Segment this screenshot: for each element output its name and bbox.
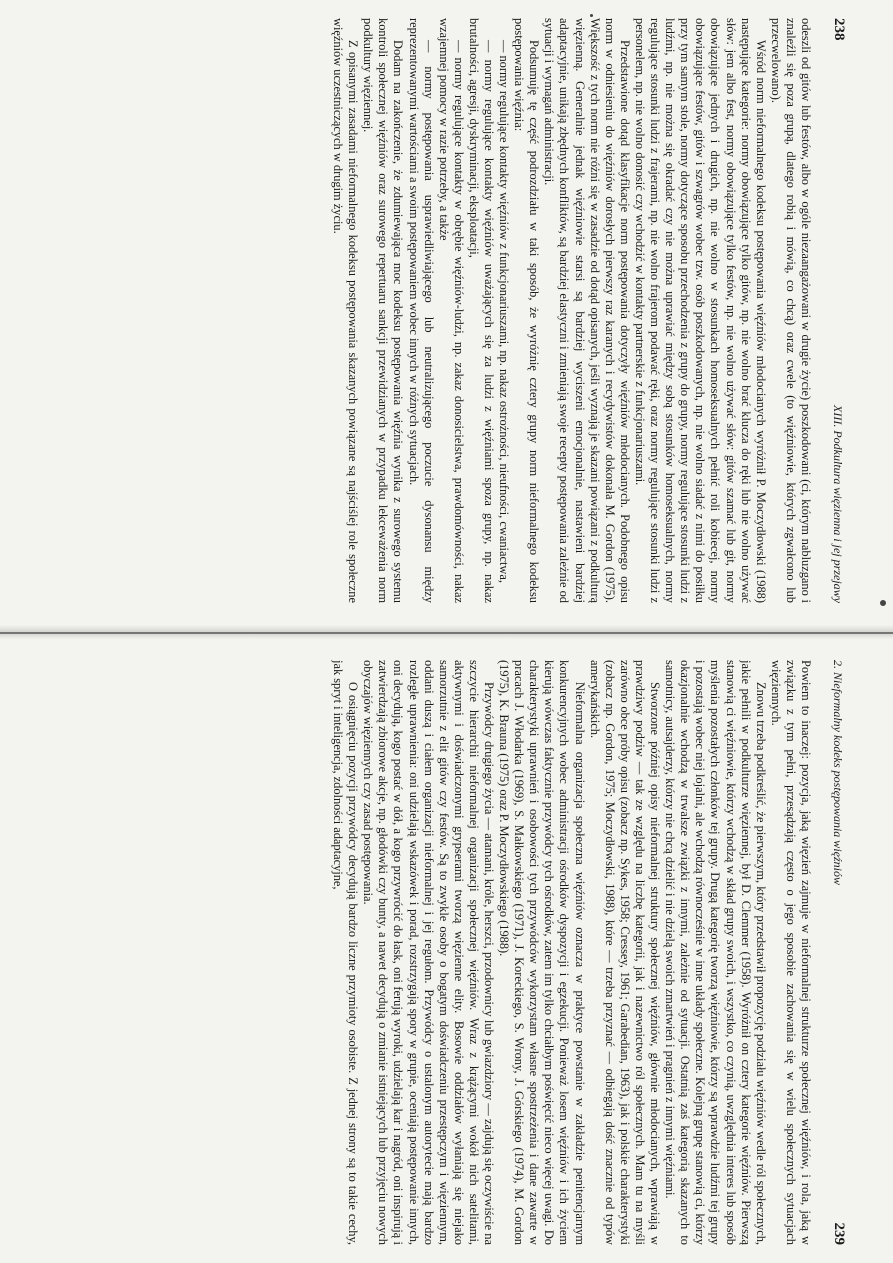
right-page-header	[825, 660, 845, 1245]
left-page-header	[825, 18, 845, 603]
left-running-head: XIII. Podkultura więzienna i jej przejawy	[831, 405, 845, 603]
left-page-body	[330, 18, 813, 603]
paragraph: Znowu trzeba podkreślić, że pierwszym, który przedstawił propozycję podziału więźniów wedle ról społecznych, jakie pełnili w podkulturze więziennej, był D. Clemmer (1958). Wyróżnił on cztery kategorie więźniów. Pierwszą stanowią ci więźniowie, którzy wchodzą w skład grupy swoich, i wszystko, co czynią, uwzględnia interes lub sposób myślenia pozostałych członków tej grupy. Drugą kategorię tworzą więźniowie, którzy są wprawdzie ludźmi tej grupy i pozostają wobec niej lojalni, ale wchodzą równocześnie w inne układy społeczne. Kolejną grupę stanowią ci, którzy okazjonalnie wchodzą w trwalsze związki z innymi, zależnie od sytuacji. Ostatnią zaś kategorią skazanych to samotnicy, autsajderzy, którzy nie chcą dzielić i nie dzielą swoich zmartwień i pragnień z innymi więźniami.	[663, 660, 768, 1245]
paragraph: Wśród norm nieformalnego kodeksu postępowania więźniów młodocianych wyróżnił P. Moczydłowski (1988) następujące kategorie: normy obowiązujące tylko gitów, np. nie wolno brać klucza do ręki lub nie wolno używać słów: jem albo fest, normy obowiązujące tylko festów, np. nie wolno używać słów: gitów szamać lub git, normy obowiązujące jednych i drugich, np. nie wolno w stosunkach homoseksualnych pełnić roli kobiecej, normy obowiązujące festów, gitów i szwagrów wobec tzw. osób poszkodowanych, np. nie wolno siadać z nimi do posiłku przy tym samym stole, normy dotyczące sposobu przechodzenia z grupy do grupy, normy regulujące stosunki ludzi z ludźmi, np. nie można się okradać czy nie można uprawiać między sobą stosunków homoseksualnych, normy regulujące stosunki ludzi z frajerami, np. nie wolno frajerom podawać ręki, oraz normy regulujące stosunki ludzi z personelem, np. nie wolno donosić czy wchodzić w kontakty partnerskie z funkcjonariuszami.	[632, 18, 768, 603]
paragraph: odeszli od gitów lub festów, albo w ogóle niezaangażowani w drugie życie) poszkodowani (ci, którym nabluzgano i znaleźli się poza grupą, dlatego robią i mówią, co chcą) oraz cwele (to więźniowie, których zgwałcono lub przecwelowano).	[768, 18, 813, 603]
gutter-line	[0, 632, 893, 634]
scan-speck	[590, 14, 593, 17]
paragraph: Stworzone później opisy nieformalnej struktury społecznej więźniów, głównie młodocianych, wprawiają w prawdziwy podziw — tak ze względu na liczbę kategorii, jak i nazewnictwo ról społecznych. Mam tu na myśli zarówno obce próby opisu (zobacz np. Sykes, 1958; Cressey, 1961; Garabedian, 1963), jak i polskie charakterystyki (zobacz np. Gordon, 1975; Moczydłowski, 1988), które — trzeba przyznać — odbiegają dość znacznie od typów amerykańskich.	[587, 660, 663, 1245]
paragraph: O osiągnięciu pozycji przywódcy decydują bardzo liczne przymioty osobiste. Z jednej strony są to takie cechy, jak spryt i inteligencja, zdolności adaptacyjne,	[331, 660, 361, 1245]
list-item: — normy regulujące kontakty więźniów uważających się za ludzi z więźniami spoza grupy, np. nakaz brutalności, agresji, dyskryminacji, eksploatacji,	[466, 18, 497, 603]
list-item: — normy regulujące kontakty w obrębie więźniów-ludzi, np. zakaz donosicielstwa, prawdomówności, nakaz wzajemnej pomocy w razie potrzeby, a także	[436, 18, 466, 603]
scan-speck	[880, 600, 886, 606]
right-page-number: 239	[831, 1222, 847, 1245]
paragraph: Z opisanymi zasadami nieformalnego kodeksu postępowania skazanych powiązane są najściślej role społeczne więźniów uczestniczących w drugim życiu.	[331, 18, 361, 603]
right-page	[0, 660, 893, 1245]
left-page-number: 238	[831, 18, 847, 41]
paragraph: Dodam na zakończenie, że zdumiewająca moc kodeksu postępowania więźnia wynika z surowego systemu kontroli społecznej więźniów oraz surowego repertuaru sankcji przewidzianych w przypadku lekceważenia norm podkultury więziennej.	[361, 18, 406, 603]
paragraph: Nieformalna organizacja społeczna więźniów oznacza w praktyce powstanie w zakładzie penitencjarnym konkurencyjnych wobec administracji ośrodków dyspozycji i egzekucji. Ponieważ losem więźniów i ich życiem kierują wówczas faktycznie przywódcy tych ośrodków, zatem im tylko chciałbym poświęcić nieco więcej uwagi. Do charakterystyki uprawnień i osobowości tych przywódców wykorzystam własne spostrzeżenia i dane zawarte w pracach J. Włodarka (1969), S. Małkowskiego (1971), J. Koreckiego, S. Wrony, J. Górskiego (1974), M. Gordon (1975), K. Brauna (1975) oraz P. Moczydłowskiego (1988).	[497, 660, 587, 1245]
right-running-head: 2. Nieformalny kodeks postępowania więźniów	[831, 660, 845, 885]
paragraph: Podsumuję tę część podrozdziału w taki sposób, że wyróżnię cztery grupy norm nieformalnego kodeksu postępowania więźnia:	[512, 18, 542, 603]
list-item: — normy regulujące kontakty więźniów z funkcjonariuszami, np. nakaz ostrożności, nieufności, cwaniactwa,	[497, 40, 512, 583]
list-item: — normy postępowania usprawiedliwiającego lub neutralizującego poczucie dysonansu między reprezentowanymi wartościami a swoim postępowaniem wobec innych w różnych sytuacjach.	[406, 18, 436, 603]
right-page-body	[330, 660, 813, 1245]
paragraph: Przedstawione dotąd klasyfikacje norm postępowania dotyczyły więźniów młodocianych. Podobnego opisu norm w odniesieniu do więźniów dorosłych pierwszy raz karanych i recydywistów dokonała M. Gordon (1975). Większość z tych norm nie różni się w zasadzie od dotąd opisanych, jeśli wyznają je skazani powiązani z podkulturą więzienną. Generalnie jednak więźniowie starsi są bardziej wyciszeni emocjonalnie, nastawieni bardziej adaptacyjnie, unikają zbędnych konfliktów, są bardziej elastyczni i zmieniają swoje recepty postępowania zależnie od sytuacji i wymagań administracji.	[542, 18, 632, 603]
paragraph: Powiem to inaczej: pozycja, jaką więzień zajmuje w nieformalnej strukturze społecznej więźniów, i rola, jaką w związku z tym pełni, przesądzają często o jego sposobie zachowania się w wielu społecznych sytuacjach więziennych.	[768, 660, 813, 1245]
left-page	[0, 18, 893, 603]
paragraph: Przywódcy drugiego życia — atamani, króle, herszci, przodownicy lub gwiazdziory — zajdują się oczywiście na szczycie hierarchii nieformalnej organizacji społecznej więźniów. Wraz z krążącymi wokół nich satelitami, aktywnymi i doświadczonymi grypserami tworzą więzienne elity. Bosowie oddziałów wyłaniają się niejako samorzutnie z elit gitów czy festów. Są to zwykle osoby o bogatym doświadczeniu przestępczym i więziennym, oddani duszą i ciałem organizacji nieformalnej i jej regułom. Przywódcy o ustalonym autorytecie mają bardzo rozległe uprawnienia: oni udzielają wskazówek i porad, rozstrzygają spory w grupie, oceniają postępowanie innych, oni decydują, kogo postać w dół, a kogo przywrócić do łask, oni ferują wyroki, udzielają kar i nagród, oni inspirują i zatwierdzają zbiorowe akcje, np. głodówki czy bunty, a nawet decydują o zmianie istniejących lub przyjęciu nowych obyczajów więziennych czy zasad postępowania.	[361, 660, 497, 1245]
